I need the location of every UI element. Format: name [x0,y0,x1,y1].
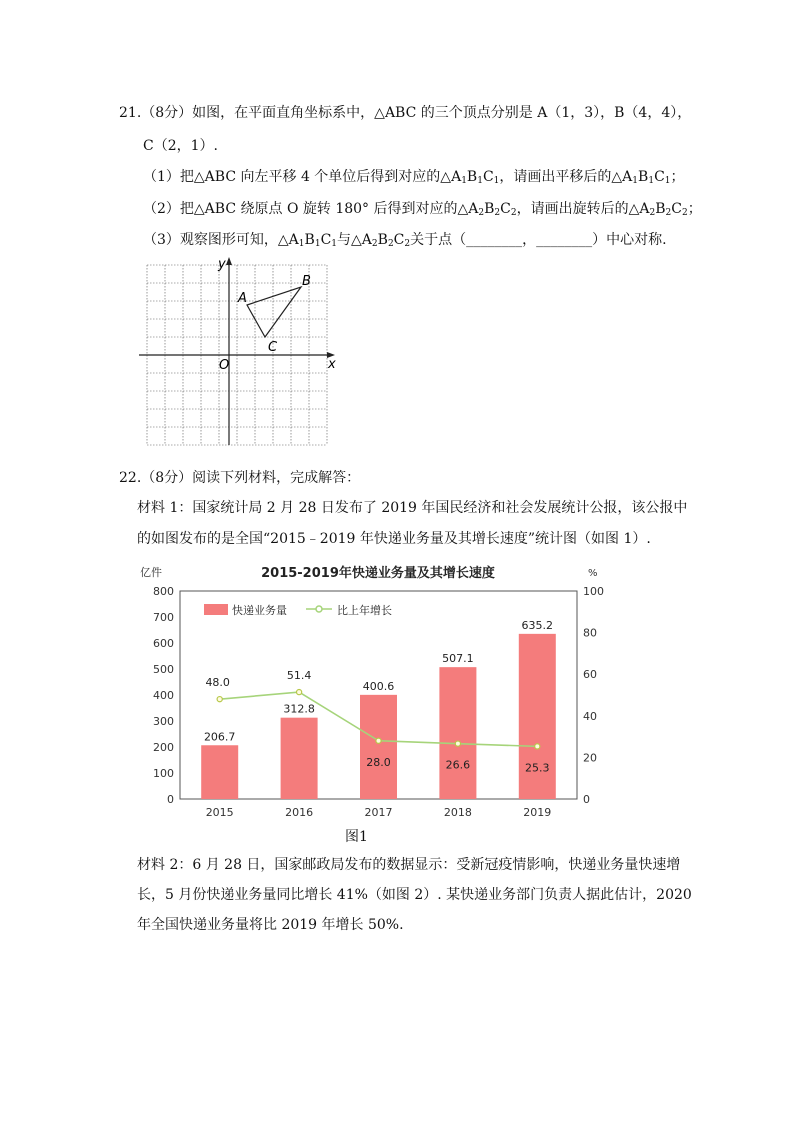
q21-item1: （1）把△ABC 向左平移 4 个单位后得到对应的$\triangle A_1B_1C_1$，请画出平移后的$\triangle A_1B_1C_1$； [143,169,685,186]
y-axis-label: y [218,257,226,272]
q22-material2-line3: 年全国快递业务量将比 2019 年增长 50%. [137,917,404,933]
vertex-a-label: A [238,291,247,306]
origin-label: O [219,358,230,373]
chart-legend [204,603,392,617]
bar-value-label: 206.7 [203,730,236,744]
q22-line1: 22.（8分）阅读下列材料，完成解答： [119,470,361,486]
growth-value-label: 25.3 [525,761,550,775]
left-tick-label: 500 [153,663,174,676]
left-tick-label: 600 [153,637,174,650]
left-tick-label: 700 [153,611,174,624]
left-axis-unit: 亿件 [140,566,162,579]
bar-series [201,619,556,799]
q21-line2: C（2，1）. [143,138,218,154]
growth-value-label: 26.6 [445,758,471,772]
right-tick-label: 0 [583,793,590,806]
growth-value-label: 48.0 [205,676,230,690]
right-axis-ticks [583,585,604,806]
x-axis-label: x [328,357,336,372]
express-volume-chart [138,560,618,825]
legend-bar-label: 快递业务量 [232,604,287,617]
right-tick-label: 60 [583,668,597,682]
category-label: 2019 [523,806,552,819]
legend-line-label: 比上年增长 [337,604,392,617]
growth-value-label: 28.0 [366,755,391,769]
growth-point [297,689,302,694]
left-tick-label: 300 [153,715,174,728]
q22-material2-line1: 材料 2：6 月 28 日，国家邮政局发布的数据显示：受新冠疫情影响，快递业务量快速增 [137,857,681,873]
right-tick-label: 80 [583,626,597,640]
figure-1-label: 图1 [345,829,368,845]
vertex-b-label: B [302,274,311,289]
right-tick-label: 40 [583,709,597,723]
q22-material2-line2: 长，5 月份快递业务量同比增长 41%（如图 2）. 某快递业务部门负责人据此估计，2020 [137,887,692,903]
coordinate-grid-figure [135,255,345,450]
growth-point [376,738,381,743]
left-tick-label: 200 [153,741,174,754]
chart-title: 2015-2019年快递业务量及其增长速度 [261,566,495,581]
category-label: 2015 [205,806,234,819]
bar-value-label: 312.8 [283,702,315,716]
legend-bar-swatch [204,604,228,615]
q21-line1: 21.（8分）如图，在平面直角坐标系中，△ABC 的三个顶点分别是 A（1，3），B（4，4）， [119,105,692,121]
q21-item2: （2）把△ABC 绕原点 O 旋转 180° 后得到对应的$\triangle A_2B_2C_2$，请画出旋转后的$\triangle A_2B_2C_2$； [143,201,702,218]
category-label: 2017 [364,806,393,819]
category-label: 2016 [285,806,314,819]
bar [201,745,238,799]
growth-point [535,744,540,749]
left-tick-label: 100 [153,767,174,780]
q22-material1-line2: 的如图发布的是全国“2015﹣2019 年快递业务量及其增长速度”统计图（如图 1）. [137,531,651,547]
bar-value-label: 507.1 [442,652,474,666]
left-axis-ticks [153,585,174,806]
legend-line-marker [316,606,322,612]
bar [281,718,318,799]
q22-material1-line1: 材料 1：国家统计局 2 月 28 日发布了 2019 年国民经济和社会发展统计公报，该公报中 [137,500,688,516]
category-labels [206,806,552,819]
bar-value-label: 400.6 [362,679,395,693]
growth-point [217,697,222,702]
left-tick-label: 0 [167,793,174,806]
left-tick-label: 800 [153,585,174,598]
growth-point [455,741,460,746]
y-axis [226,257,232,445]
vertex-c-label: C [268,340,278,355]
right-axis-unit: % [588,568,598,579]
growth-value-label: 51.4 [286,669,312,683]
left-tick-label: 400 [153,689,174,702]
category-label: 2018 [443,806,472,819]
right-tick-label: 20 [583,751,597,765]
bar [439,667,476,799]
bar-value-label: 635.2 [521,618,554,632]
q21-item3: （3）观察图形可知，$\triangle A_1B_1C_1$与$\triangle A_2B_2C_2$关于点（________，________）中心对称. [143,232,667,249]
bar [360,695,397,799]
right-tick-label: 100 [583,585,604,598]
